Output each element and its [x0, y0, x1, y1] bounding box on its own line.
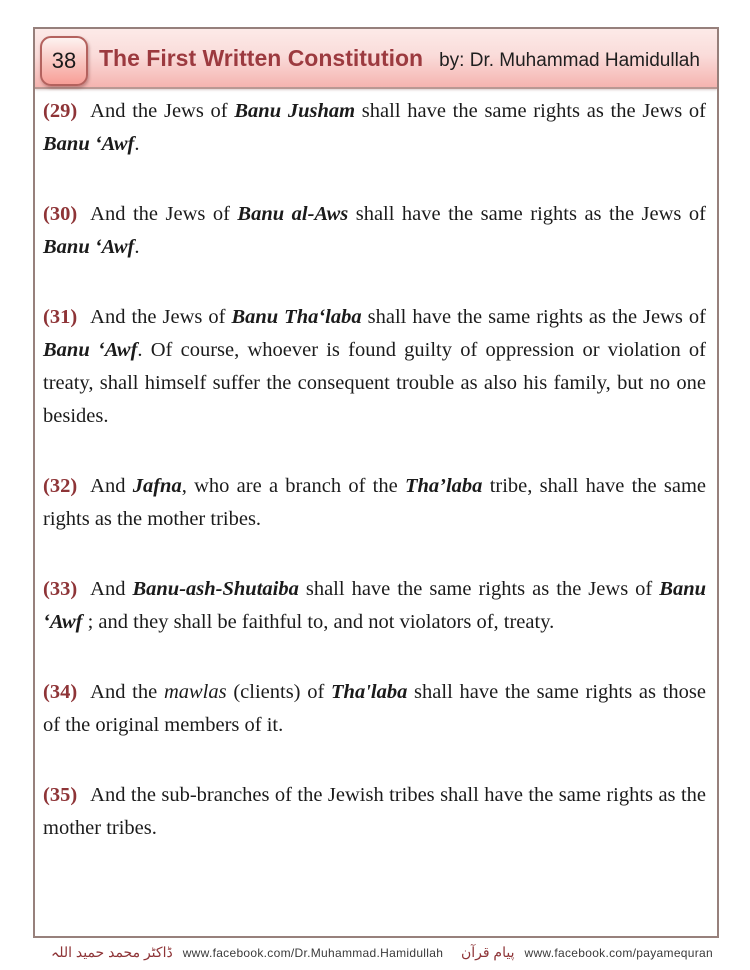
author-arabic-calligraphy: ڈاکٹر محمد حمید اللہ	[51, 944, 173, 960]
clause-text-segment: And	[90, 578, 133, 600]
footer-payam-group	[461, 944, 713, 961]
clause-text-segment: Banu Jusham	[234, 100, 356, 122]
clause-paragraph	[43, 676, 706, 742]
clause-text-segment: , who are a branch of the	[181, 475, 405, 497]
clause-text-segment: .	[134, 133, 140, 155]
clause-text-segment: Banu ‘Awf	[43, 133, 135, 155]
clause-text-segment: shall have the same rights as the Jews of	[348, 203, 706, 225]
clause-paragraph	[43, 95, 706, 161]
clause-text-segment: tribe, shall have the same rights as the mother tribes.	[43, 475, 707, 530]
clause-number: (30)	[43, 203, 78, 225]
clause-number: (33)	[43, 578, 78, 600]
clause-text-segment: mawlas	[163, 681, 227, 703]
clause-text-segment: Banu ‘Awf	[43, 236, 135, 258]
clause-text-segment: Tha'laba	[331, 681, 408, 703]
clause-text-segment: Banu Tha‘laba	[231, 306, 362, 328]
clause-text-segment: . Of course, whoever is found guilty of oppression or violation of treaty, shall himself suffer the consequent trouble as also his family, but no one besides.	[43, 339, 706, 427]
clause-text-segment: (clients) of	[226, 681, 332, 703]
author-facebook-url: www.facebook.com/Dr.Muhammad.Hamidullah	[182, 945, 444, 960]
header-title-group	[99, 45, 700, 72]
clause-paragraph	[43, 573, 706, 639]
clause-text-segment: shall have the same rights as those of the original members of it.	[43, 681, 706, 736]
clause-text-segment: .	[134, 236, 140, 258]
page-number: 38	[51, 48, 77, 73]
clause-paragraph	[43, 779, 706, 845]
clause-text-segment: shall have the same rights as the Jews of	[355, 100, 706, 122]
page-number-badge	[40, 36, 88, 86]
page-frame	[33, 27, 719, 938]
clause-paragraph	[43, 198, 706, 264]
page-title: The First Written Constitution	[99, 44, 424, 71]
clause-paragraph	[43, 470, 706, 536]
clause-number: (35)	[43, 784, 78, 806]
clause-text-segment: And the Jews of	[90, 203, 238, 225]
clause-text-segment: And the	[90, 681, 164, 703]
clause-number: (34)	[43, 681, 78, 703]
clause-text-segment: Banu-ash-Shutaiba	[132, 578, 299, 600]
document-body	[35, 89, 717, 845]
footer-author-group	[51, 944, 443, 961]
clause-text-segment: shall have the same rights as the Jews of	[298, 578, 660, 600]
clause-paragraph	[43, 301, 706, 433]
clause-text-segment: Jafna	[132, 475, 182, 497]
clause-number: (32)	[43, 475, 78, 497]
clause-text-segment: Banu ‘Awf	[43, 339, 138, 361]
clause-text-segment: And the sub-branches of the Jewish tribes shall have the same rights as the mother tribes.	[43, 784, 706, 839]
clause-text-segment: shall have the same rights as the Jews of	[361, 306, 706, 328]
payam-quran-arabic: پیام قرآن	[460, 944, 515, 960]
clause-number: (29)	[43, 100, 78, 122]
clause-number: (31)	[43, 306, 78, 328]
clause-text-segment: And	[90, 475, 133, 497]
clause-text-segment: Banu al-Aws	[237, 203, 349, 225]
page-header	[35, 29, 717, 89]
clause-text-segment: And the Jews of	[90, 306, 232, 328]
clause-text-segment: ; and they shall be faithful to, and not violators of, treaty.	[82, 611, 555, 633]
clause-text-segment: Banu ‘Awf	[43, 578, 706, 633]
clause-text-segment: And the Jews of	[90, 100, 235, 122]
page-footer	[33, 944, 719, 961]
payam-facebook-url: www.facebook.com/payamequran	[524, 945, 713, 960]
clause-text-segment: Tha’laba	[404, 475, 483, 497]
byline: by: Dr. Muhammad Hamidullah	[439, 49, 700, 71]
